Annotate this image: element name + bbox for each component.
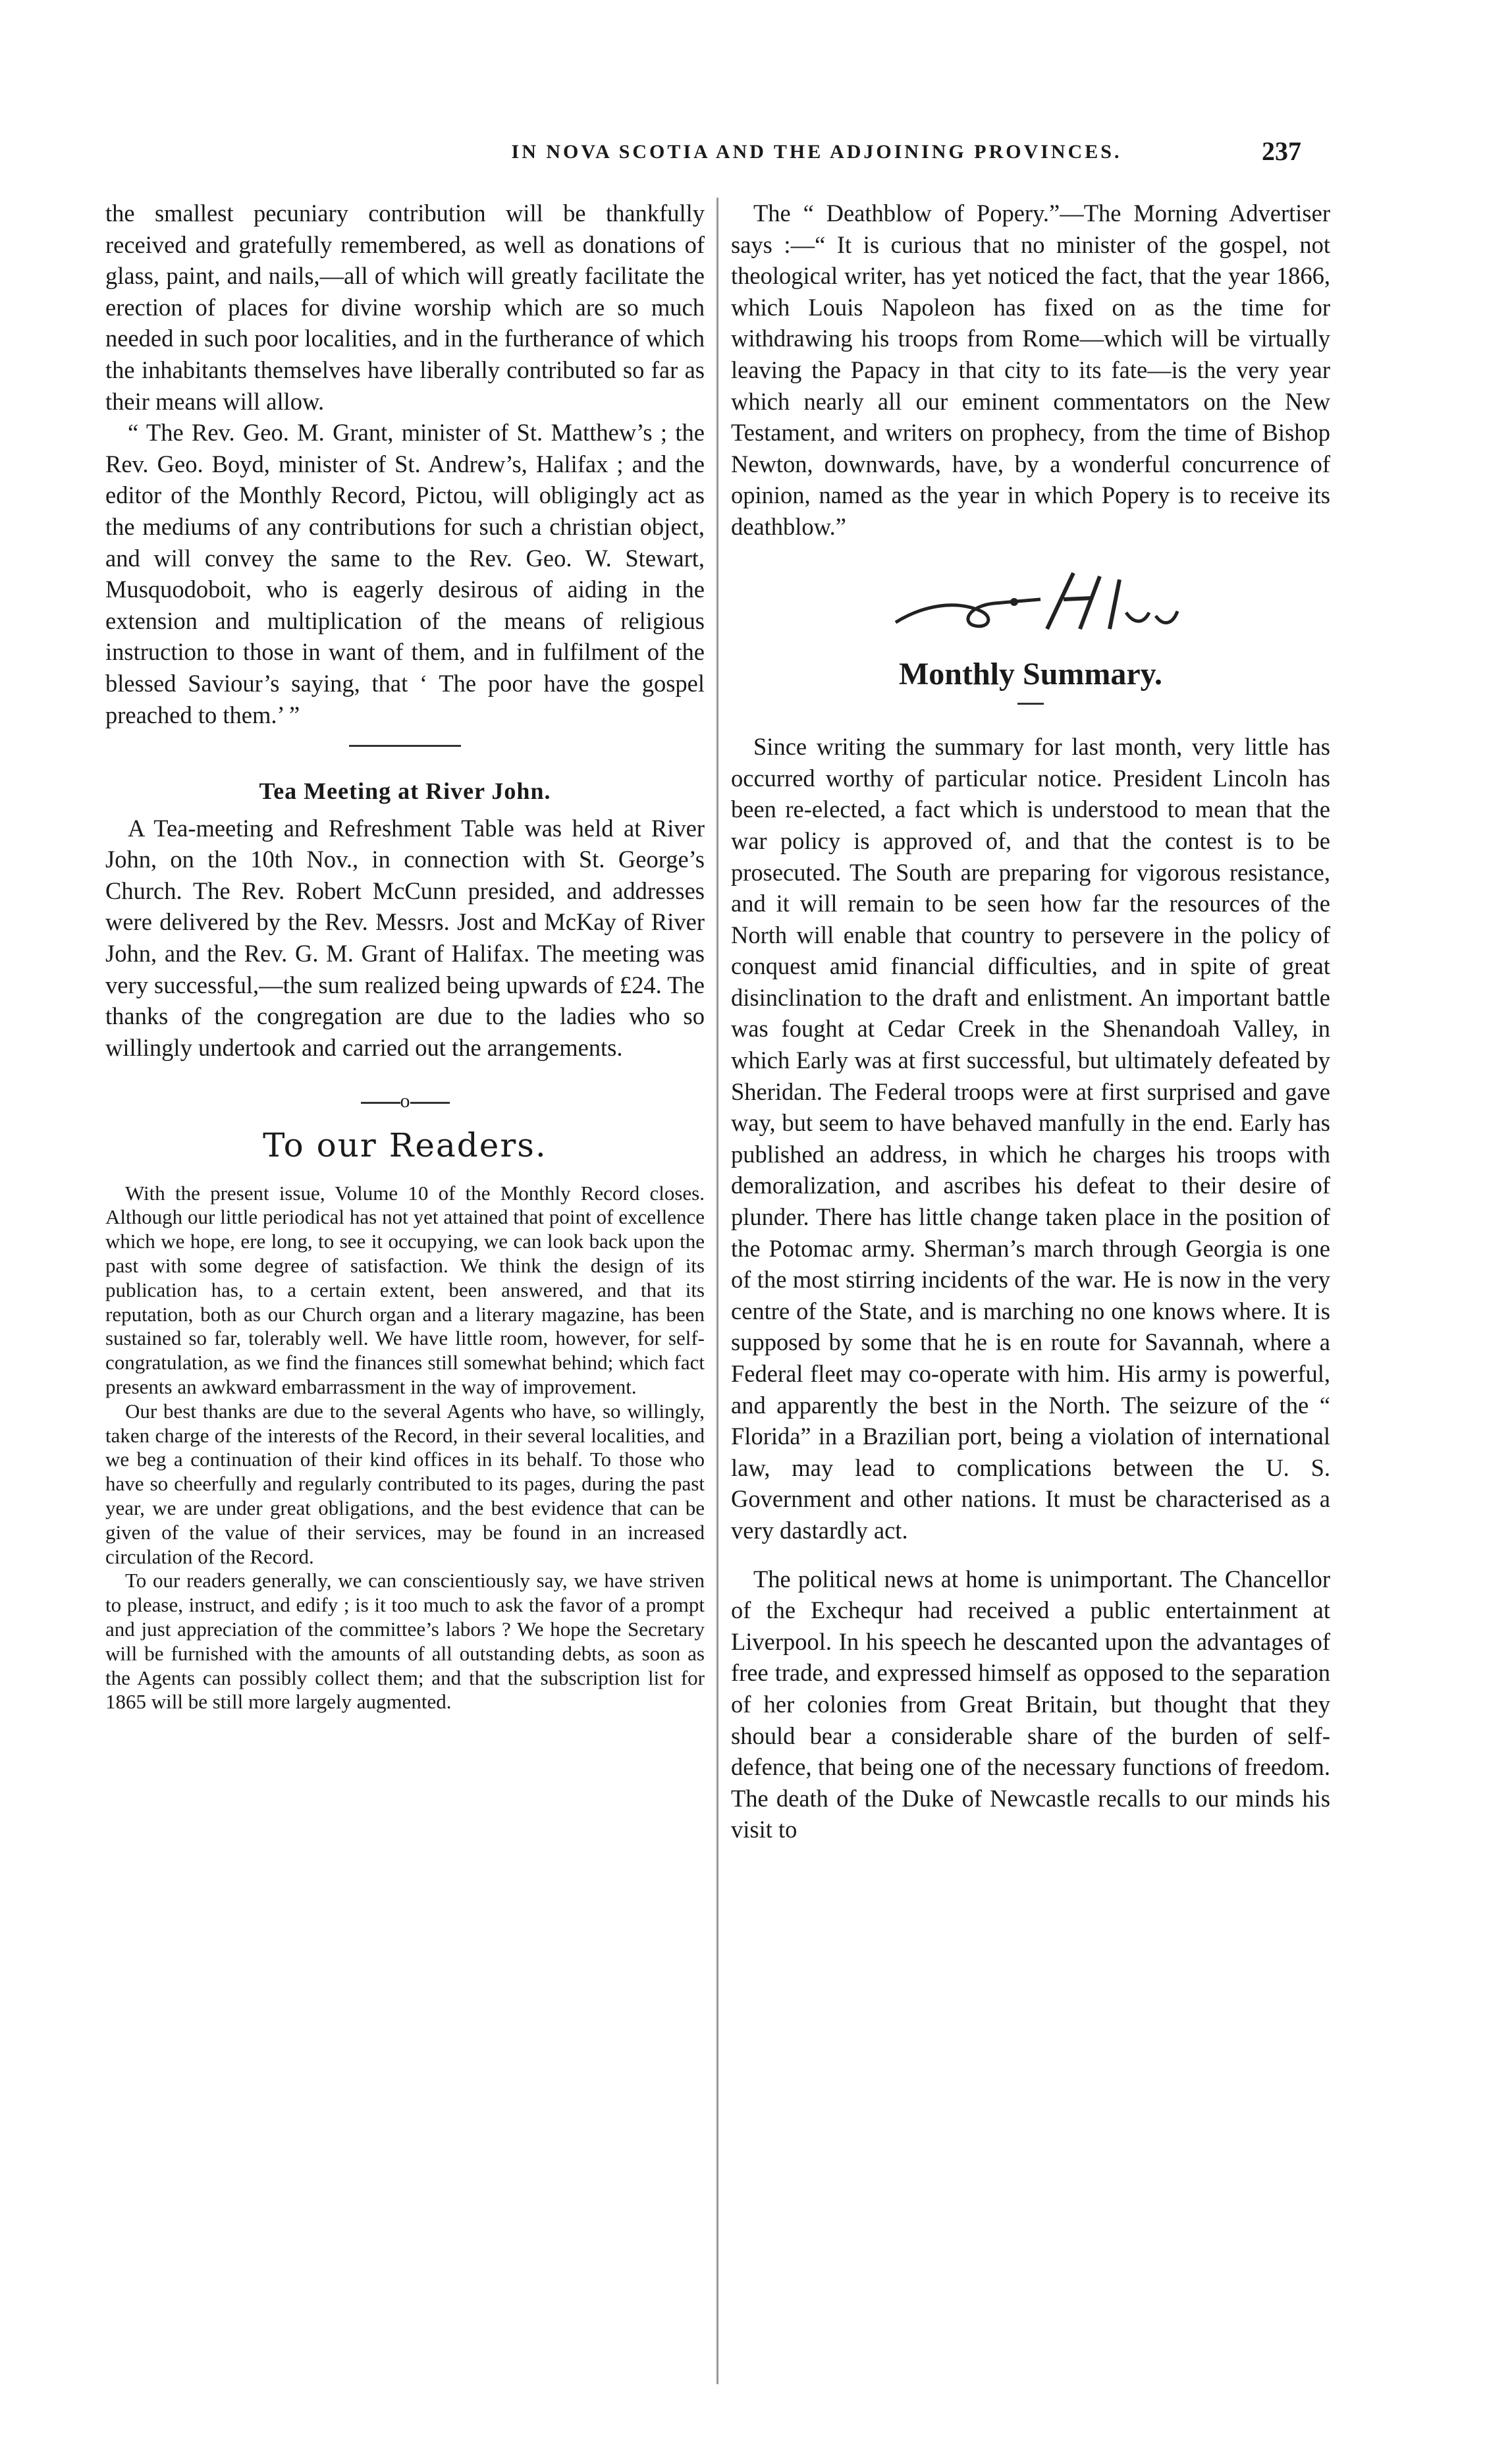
ornamental-flourish-icon — [882, 560, 1185, 645]
column-divider — [716, 198, 718, 2384]
page-number: 237 — [1262, 136, 1301, 166]
readers-paragraph: With the present issue, Volume 10 of the Monthly Record closes. Although our little periodical has not yet attained that point of excellence which we hope, ere long, to see it occupying, we can look back upon the past with some degree of satisfaction. We think the design of its publication has, to a certain extent, been answered, and that its reputation, both as our Church organ and a literary magazine, has been sustained so far, tolerably well. We have little room, however, for self-congratulation, as we find the finances still somewhat behind; which fact presents an awkward embarrassment in the way of improvement. — [105, 1181, 705, 1398]
section-separator — [105, 1085, 705, 1117]
readers-paragraph: To our readers generally, we can conscientiously say, we have striven to please, instruct, and edify ; is it too much to ask the favor of a prompt and just appreciation of the committee’s labors ? We hope the Secretary will be furnished with the amounts of all outstanding debts, as soon as the Agents can possibly collect them; and that the subscription list for 1865 will be still more largely augmented. — [105, 1569, 705, 1714]
summary-paragraph: Since writing the summary for last month, very little has occurred worthy of particular notice. President Lincoln has been re-elected, a fact which is understood to mean that the war policy is approved of, and that the contest is to be prosecuted. The South are preparing for vigorous resistance, and it will remain to be seen how far the resources of the North will enable that country to persevere in the policy of conquest amid financial difficulties, and in spite of great disinclination to the draft and enlistment. An important battle was fought at Cedar Creek in the Shenandoah Valley, in which Early was at first successful, but ultimately defeated by Sheridan. The Federal troops were at first surprised and gave way, but seem to have behaved manfully in the end. Early has published an address, in which he charges his troops with demoralization, and ascribes his defeat to their desire of plunder. There has little change taken place in the position of the Potomac army. Sherman’s march through Georgia is one of the most stirring incidents of the war. He is now in the very centre of the State, and is marching no one knows where. It is supposed by some that he is en route for Savannah, where a Federal fleet may co-operate with him. His army is powerful, and apparently the best in the North. The seizure of the “ Florida” in a Brazilian port, being a violation of international law, may lead to complications between the U. S. Government and other nations. It must be characterised as a very dastardly act. — [731, 733, 1330, 1544]
article-paragraph: the smallest pecuniary contribution will be thankfully received and gratefully remembered, as well as donations of glass, paint, and nails,—all of which will greatly facilitate the erection of places for divine worship which are so much needed in such poor localities, and in the furtherance of which the inhabitants themselves have liberally contributed so far as their means will allow. — [105, 200, 705, 415]
section-separator — [349, 745, 461, 747]
readers-notice — [105, 1182, 705, 1715]
readers-paragraph: Our best thanks are due to the several Agents who have, so willingly, taken charge of the interests of the Record, in their several localities, and we beg a continuation of their kind offices in its behalf. To those who have so cheerfully and regularly contributed to its pages, during the past year, we are under great obligations, and the best evidence that can be given of the value of their services, may be found in an increased circulation of the Record. — [105, 1399, 705, 1568]
readers-heading: To our Readers. — [263, 1126, 547, 1165]
running-head: IN NOVA SCOTIA AND THE ADJOINING PROVINCES. — [511, 141, 1122, 163]
right-column — [731, 198, 1330, 1845]
left-column — [105, 198, 705, 1714]
deathblow-paragraph: The “ Deathblow of Popery.”—The Morning Advertiser says :—“ It is curious that no minister of the gospel, not theological writer, has yet noticed the fact, that the year 1866, which Louis Napoleon has fixed on as the time for withdrawing his troops from Rome—which will be virtually leaving the Papacy in that city to its fate—is the very year which nearly all our eminent commentators on the New Testament, and writers on prophecy, from the time of Bishop Newton, downwards, have, by a wonderful concurrence of opinion, named as the year in which Popery is to receive its deathblow.” — [731, 200, 1330, 540]
article-paragraph: “ The Rev. Geo. M. Grant, minister of St. Matthew’s ; the Rev. Geo. Boyd, minister of St. Andrew’s, Halifax ; and the editor of the Monthly Record, Pictou, will obligingly act as the mediums of any contributions for such a christian object, and will convey the same to the Rev. Geo. W. Stewart, Musquodoboit, who is eagerly desirous of aiding in the extension and multiplication of the means of religious instruction to those in want of them, and in fulfilment of the blessed Saviour’s saying, that ‘ The poor have the gospel preached to them.’ ” — [105, 419, 705, 728]
tea-meeting-paragraph: A Tea-meeting and Refreshment Table was held at River John, on the 10th Nov., in connection with St. George’s Church. The Rev. Robert McCunn presided, and addresses were delivered by the Rev. Messrs. Jost and McKay of River John, and the Rev. G. M. Grant of Halifax. The meeting was very successful,—the sum realized being upwards of £24. The thanks of the congregation are due to the ladies who so willingly undertook and carried out the arrangements. — [105, 814, 705, 1061]
summary-paragraph: The political news at home is unimportant. The Chancellor of the Exchequr had received a public entertainment at Liverpool. In his speech he descanted upon the advantages of free trade, and expressed himself as opposed to the separation of her colonies from Great Britain, but thought that they should bear a considerable share of the burden of self-defence, that being one of the necessary functions of freedom. The death of the Duke of Newcastle recalls to our minds his visit to — [731, 1565, 1330, 1843]
monthly-summary-heading: Monthly Summary. — [898, 656, 1163, 692]
separator-mark: o — [400, 1090, 410, 1112]
tea-meeting-heading: Tea Meeting at River John. — [259, 778, 551, 805]
section-separator — [1017, 703, 1044, 705]
